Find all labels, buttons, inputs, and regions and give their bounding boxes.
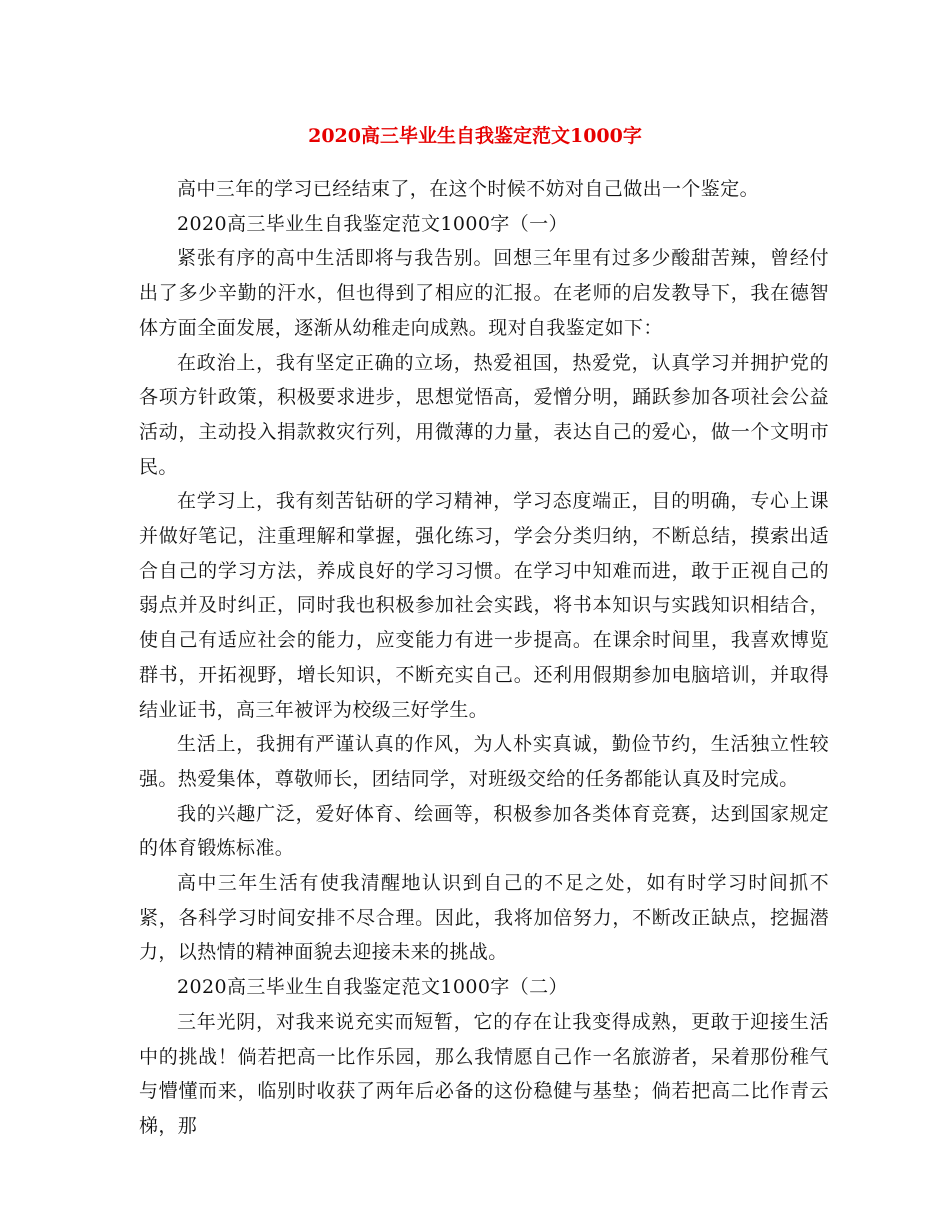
- section-heading-1: 2020高三毕业生自我鉴定范文1000字（一）: [177, 212, 568, 235]
- paragraph: 我的兴趣广泛，爱好体育、绘画等，积极参加各类体育竞赛，达到国家规定的体育锻炼标准。: [139, 802, 829, 860]
- section-heading-2: 2020高三毕业生自我鉴定范文1000字（二）: [177, 976, 568, 999]
- document-body: [139, 172, 829, 1144]
- paragraph: 高中三年生活有使我清醒地认识到自己的不足之处，如有时学习时间抓不紧，各科学习时间安排不尽合理。因此，我将加倍努力，不断改正缺点，挖掘潜力，以热情的精神面貌去迎接未来的挑战。: [139, 872, 829, 964]
- paragraph: 在政治上，我有坚定正确的立场，热爱祖国，热爱党，认真学习并拥护党的各项方针政策，积极要求进步，思想觉悟高，爱憎分明，踊跃参加各项社会公益活动，主动投入捐款救灾行列，用微薄的力量，表达自己的爱心，做一个文明市民。: [139, 351, 829, 478]
- paragraph: 紧张有序的高中生活即将与我告别。回想三年里有过多少酸甜苦辣，曾经付出了多少辛勤的汗水，但也得到了相应的汇报。在老师的启发教导下，我在德智体方面全面发展，逐渐从幼稚走向成熟。现对自我鉴定如下：: [139, 247, 829, 339]
- document-title: 2020高三毕业生自我鉴定范文1000字: [308, 125, 642, 147]
- paragraph: 三年光阴，对我来说充实而短暂，它的存在让我变得成熟，更敢于迎接生活中的挑战！倘若把高一比作乐园，那么我情愿自己作一名旅游者，呆着那份稚气与懵懂而来，临别时收获了两年后必备的这份稳健与基垫；倘若把高二比作青云梯，那: [139, 1010, 829, 1137]
- paragraph: 在学习上，我有刻苦钻研的学习精神，学习态度端正，目的明确，专心上课并做好笔记，注重理解和掌握，强化练习，学会分类归纳，不断总结，摸索出适合自己的学习方法，养成良好的学习习惯。在学习中知难而进，敢于正视自己的弱点并及时纠正，同时我也积极参加社会实践，将书本知识与实践知识相结合，使自己有适应社会的能力，应变能力有进一步提高。在课余时间里，我喜欢博览群书，开拓视野，增长知识，不断充实自己。还利用假期参加电脑培训，并取得结业证书，高三年被评为校级三好学生。: [139, 490, 829, 721]
- paragraph: 生活上，我拥有严谨认真的作风，为人朴实真诚，勤俭节约，生活独立性较强。热爱集体，尊敬师长，团结同学，对班级交给的任务都能认真及时完成。: [139, 733, 829, 790]
- paragraph-intro: 高中三年的学习已经结束了，在这个时候不妨对自己做出一个鉴定。: [177, 178, 760, 200]
